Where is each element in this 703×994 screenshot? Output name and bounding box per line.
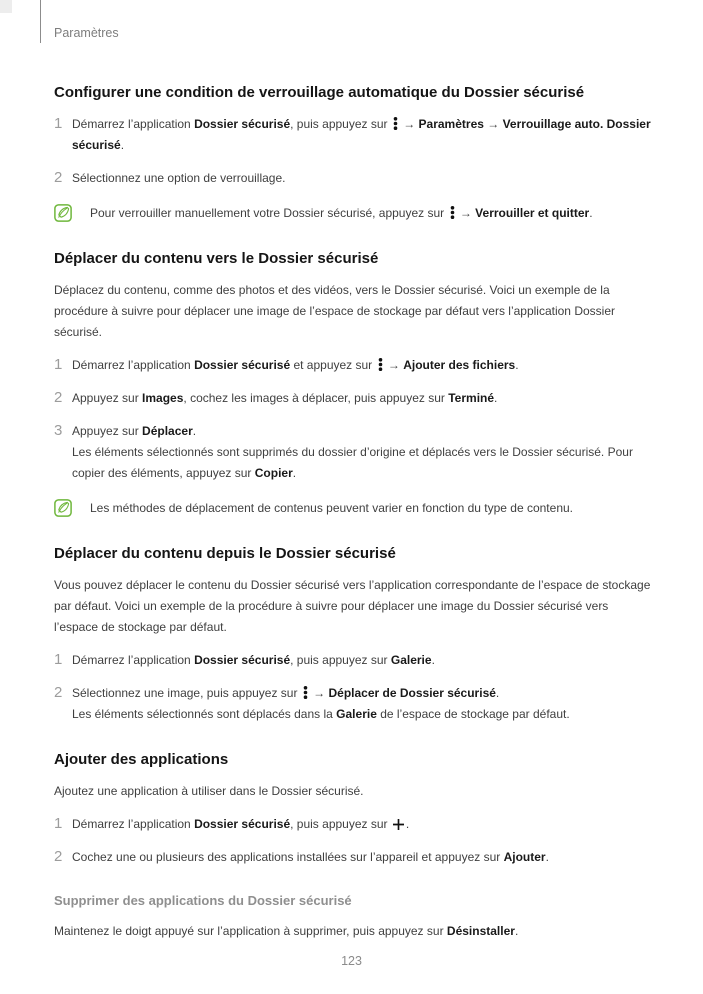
step-item [54,683,651,725]
bold-text: Dossier sécurisé [194,653,291,667]
text: , puis appuyez sur [290,817,391,831]
plus-icon [393,819,404,830]
text: Appuyez sur [72,391,143,405]
text: Les éléments sélectionnés sont déplacés dans la [72,707,337,721]
step-number: 2 [54,169,63,186]
text: . [495,686,500,700]
bold-text: Déplacer [142,424,193,438]
note-callout [54,203,651,224]
text: . [545,850,549,864]
step-detail [72,442,651,484]
step-number: 3 [54,422,63,439]
step-number: 1 [54,815,63,832]
section-intro: Ajoutez une application à utiliser dans le Dossier sécurisé. [54,784,364,798]
more-vertical-icon [450,206,455,219]
section-title: Déplacer du contenu depuis le Dossier sécurisé [54,545,396,562]
bold-text: Paramètres [418,117,484,131]
text: Démarrez l’application [72,358,195,372]
step-item [54,388,651,409]
bold-text: Dossier sécurisé [194,358,291,372]
text: → [309,686,329,700]
text: → [384,358,404,372]
step-text [72,114,651,156]
text: Maintenez le doigt appuyé sur l’application à supprimer, puis appuyez sur [54,924,447,938]
text: , cochez les images à déplacer, puis appuyez sur [183,391,449,405]
text: . [515,358,519,372]
text: . [405,817,410,831]
step-item [54,650,651,671]
step-number: 2 [54,848,63,865]
bold-text: Verrouiller et quitter [475,206,590,220]
step-text [72,355,651,376]
step-number: 2 [54,684,63,701]
step-item [54,114,651,156]
more-vertical-icon [378,358,383,371]
text: de l’espace de stockage par défaut. [376,707,570,721]
step-number: 1 [54,356,63,373]
more-vertical-icon [393,117,398,130]
step-item [54,421,651,484]
step-text [72,847,651,868]
section-intro: Déplacez du contenu, comme des photos et des vidéos, vers le Dossier sécurisé. Voici un exemple de la procédure à suivre pour déplacer une image de l’espace de stockage par défaut vers l’application Dossier sécurisé. [54,283,615,339]
text: . [589,206,593,220]
step-text [72,421,651,484]
subsection-paragraph [54,921,651,942]
section-title: Configurer une condition de verrouillage automatique du Dossier sécurisé [54,84,585,101]
step-text [72,683,651,725]
text: . [514,924,519,938]
note-pencil-icon [54,499,72,517]
text: . [192,424,197,438]
bold-text: Ajouter des fichiers [403,358,516,372]
text: Pour verrouiller manuellement votre Dossier sécurisé, appuyez sur [90,206,448,220]
bold-text: Désinstaller [446,924,515,938]
section-title: Déplacer du contenu vers le Dossier sécurisé [54,250,379,267]
text: Cochez une ou plusieurs des applications installées sur l’appareil et appuyez sur [72,850,504,864]
bold-text: Galerie [336,707,377,721]
step-item [54,847,651,868]
bold-text: Dossier sécurisé [194,117,291,131]
section-title: Ajouter des applications [54,751,229,768]
note-text [90,203,651,224]
text: , puis appuyez sur [290,653,391,667]
note-callout [54,498,651,519]
bold-text: Dossier sécurisé [194,817,291,831]
bold-text: Terminé [448,391,495,405]
step-text [72,650,651,671]
bold-text: Images [142,391,184,405]
text: . [120,138,125,152]
step-text [72,388,651,409]
text: Les méthodes de déplacement de contenus peuvent varier en fonction du type de contenu. [90,501,573,515]
step-text [72,168,651,189]
text: → [456,206,476,220]
text: Les éléments sélectionnés sont supprimés du dossier d’origine et déplacés vers le Dossier sécurisé. Pour copier des éléments, appuyez sur [72,445,633,480]
text: . [494,391,498,405]
subsection-title: Supprimer des applications du Dossier sécurisé [54,893,352,908]
page-number: 123 [341,954,362,968]
step-text [72,814,651,835]
text: et appuyez sur [290,358,376,372]
text: . [292,466,297,480]
more-vertical-icon [303,686,308,699]
chapter-header: Paramètres [54,26,119,40]
text: Démarrez l’application [72,817,195,831]
step-number: 1 [54,651,63,668]
step-line [72,683,651,704]
text: → [399,117,419,131]
step-number: 1 [54,115,63,132]
text: , puis appuyez sur [290,117,391,131]
step-item [54,355,651,376]
text: Démarrez l’application [72,117,195,131]
text: Démarrez l’application [72,653,195,667]
text: Appuyez sur [72,424,143,438]
bold-text: Déplacer de Dossier sécurisé [328,686,496,700]
step-detail [72,704,651,725]
bold-text: Verrouillage auto. Dossier sécurisé [72,117,651,152]
section-intro: Vous pouvez déplacer le contenu du Dossier sécurisé vers l’application correspondante de l’espace de stockage par défaut. Voici un exemple de la procédure à suivre pour déplacer une image du Dossier sécurisé vers l’espace de stockage par défaut. [54,578,651,634]
step-number: 2 [54,389,63,406]
step-line [72,421,651,442]
text: . [431,653,435,667]
text: Sélectionnez une image, puis appuyez sur [72,686,301,700]
text: Sélectionnez une option de verrouillage. [72,171,286,185]
text: → [483,117,503,131]
step-item [54,168,651,189]
bold-text: Galerie [390,653,432,667]
note-pencil-icon [54,204,72,222]
step-item [54,814,651,835]
note-text [90,498,651,519]
bold-text: Ajouter [503,850,546,864]
bold-text: Copier [254,466,293,480]
